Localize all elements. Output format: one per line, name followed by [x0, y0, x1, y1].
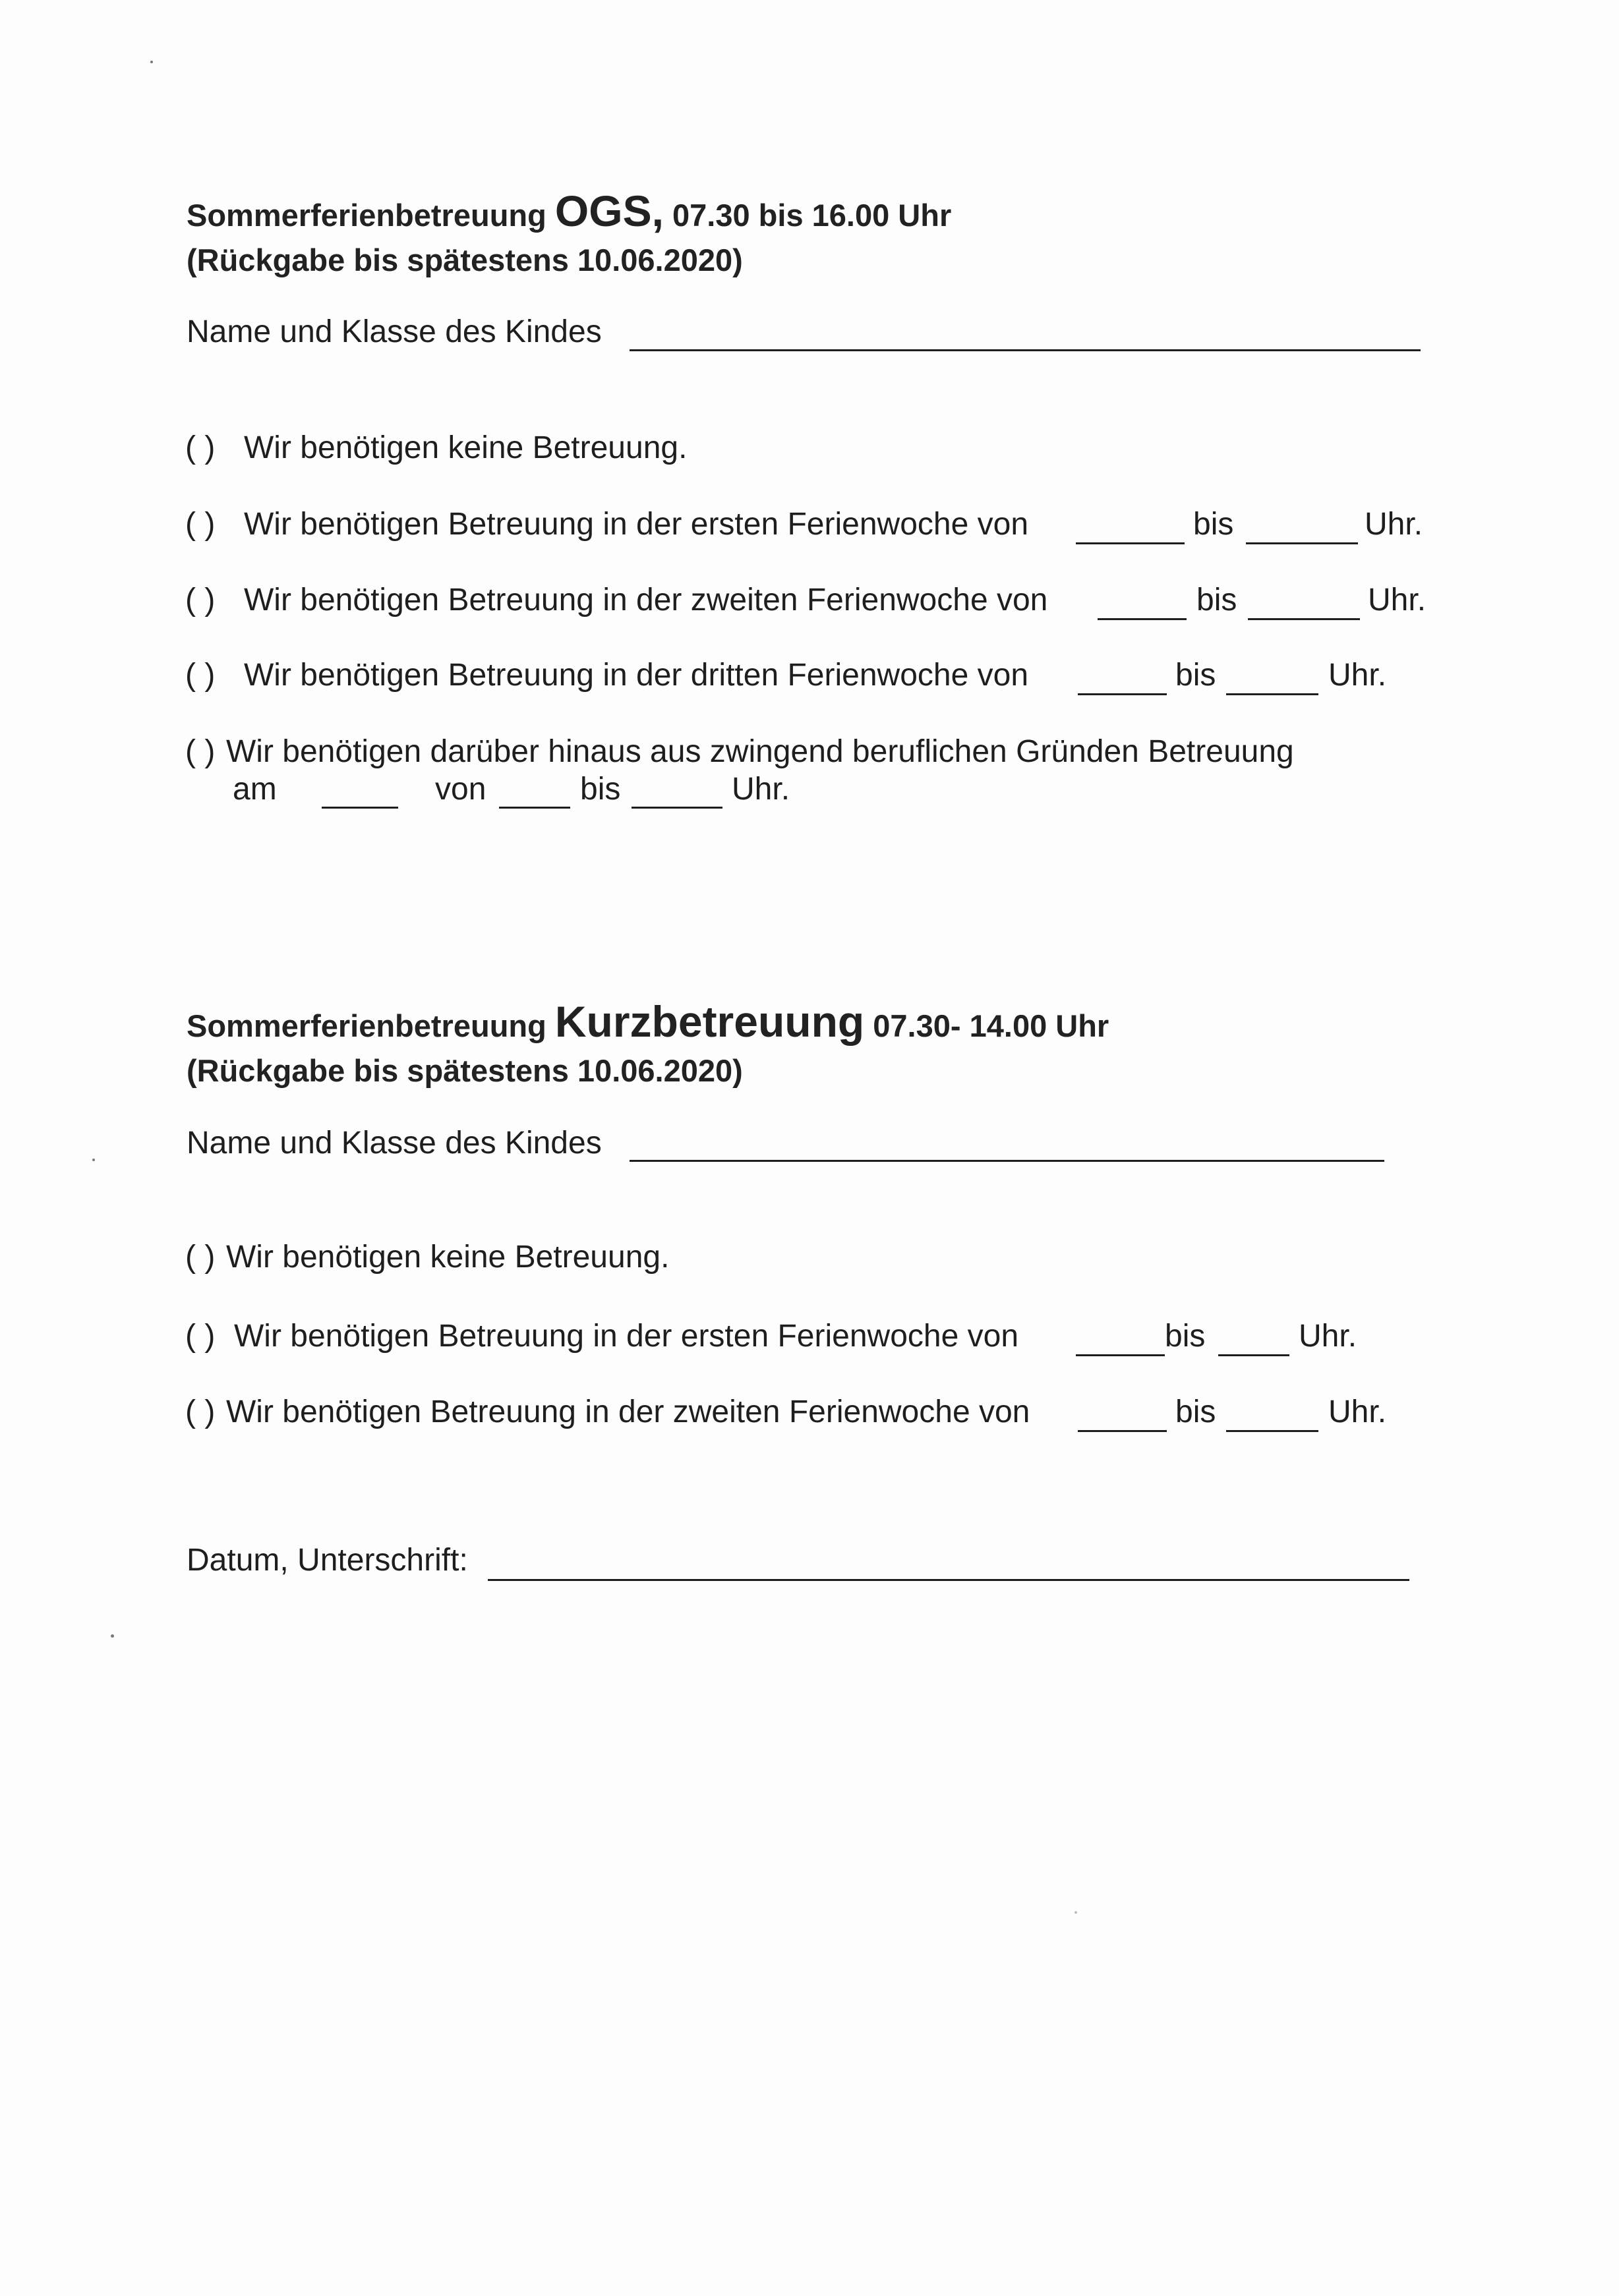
signature-label: Datum, Unterschrift:: [187, 1543, 468, 1578]
ogs-week2-uhr: Uhr.: [1368, 583, 1427, 617]
ogs-week3-to-field[interactable]: [1226, 693, 1318, 695]
kurz-option-none-checkbox[interactable]: ( ): [185, 1240, 216, 1275]
kurz-option-week2-text: Wir benötigen Betreuung in der zweiten Ferienwoche von: [226, 1394, 1030, 1429]
kurz-week2-to-field[interactable]: [1226, 1430, 1318, 1432]
kurz-week1-to-field[interactable]: [1218, 1354, 1289, 1356]
ogs-option-week1-checkbox[interactable]: ( ): [185, 507, 216, 542]
ogs-option-week2-text: Wir benötigen Betreuung in der zweiten Ferienwoche von: [244, 583, 1048, 617]
ogs-week3-bis: bis: [1175, 658, 1216, 693]
ogs-week3-from-field[interactable]: [1078, 693, 1167, 695]
scan-speck: [92, 1159, 95, 1161]
ogs-week3-uhr: Uhr.: [1328, 658, 1387, 693]
scan-speck: [150, 61, 153, 63]
ogs-name-field[interactable]: [630, 349, 1421, 351]
kurz-title-time: 07.30- 14.00 Uhr: [873, 1008, 1109, 1043]
ogs-week2-to-field[interactable]: [1248, 618, 1360, 620]
ogs-option-week2-checkbox[interactable]: ( ): [185, 583, 216, 617]
kurz-title-name: Kurzbetreuung: [554, 997, 865, 1046]
ogs-extra-to-field[interactable]: [632, 807, 722, 809]
ogs-option-none-text: Wir benötigen keine Betreuung.: [244, 430, 688, 465]
ogs-option-week3-checkbox[interactable]: ( ): [185, 658, 216, 693]
ogs-option-none-checkbox[interactable]: ( ): [185, 430, 216, 465]
ogs-title: [187, 186, 951, 236]
kurz-week1-from-field[interactable]: [1076, 1354, 1165, 1356]
ogs-name-label: Name und Klasse des Kindes: [187, 314, 602, 349]
kurz-week2-from-field[interactable]: [1078, 1430, 1167, 1432]
ogs-week1-uhr: Uhr.: [1365, 507, 1423, 542]
ogs-option-extra-text: Wir benötigen darüber hinaus aus zwingend beruflichen Gründen Betreuung: [226, 734, 1294, 769]
ogs-week1-to-field[interactable]: [1246, 542, 1358, 544]
kurz-week2-uhr: Uhr.: [1328, 1394, 1387, 1429]
kurz-deadline: (Rückgabe bis spätestens 10.06.2020): [187, 1053, 743, 1088]
kurz-title-prefix: Sommerferienbetreuung: [187, 1008, 546, 1043]
kurz-option-none-text: Wir benötigen keine Betreuung.: [226, 1240, 670, 1275]
kurz-option-week1-checkbox[interactable]: ( ): [185, 1319, 216, 1354]
ogs-extra-von: von: [435, 772, 486, 807]
kurz-week1-bis: bis: [1165, 1319, 1206, 1354]
scan-speck: [1074, 1911, 1077, 1914]
ogs-extra-bis: bis: [580, 772, 621, 807]
kurz-option-week2-checkbox[interactable]: ( ): [185, 1394, 216, 1429]
kurz-title: [187, 996, 1109, 1047]
kurz-week2-bis: bis: [1175, 1394, 1216, 1429]
kurz-name-label: Name und Klasse des Kindes: [187, 1126, 602, 1161]
ogs-option-week3-text: Wir benötigen Betreuung in der dritten Ferienwoche von: [244, 658, 1029, 693]
ogs-extra-from-field[interactable]: [499, 807, 570, 809]
ogs-week2-bis: bis: [1196, 583, 1237, 617]
ogs-extra-am: am: [233, 772, 277, 807]
ogs-option-extra-checkbox[interactable]: ( ): [185, 734, 216, 769]
ogs-option-week1-text: Wir benötigen Betreuung in der ersten Ferienwoche von: [244, 507, 1029, 542]
kurz-option-week1-text: Wir benötigen Betreuung in der ersten Ferienwoche von: [234, 1319, 1019, 1354]
ogs-week1-from-field[interactable]: [1076, 542, 1185, 544]
ogs-week1-bis: bis: [1193, 507, 1234, 542]
ogs-deadline: (Rückgabe bis spätestens 10.06.2020): [187, 243, 743, 277]
kurz-name-field[interactable]: [630, 1160, 1384, 1162]
ogs-extra-uhr: Uhr.: [732, 772, 790, 807]
ogs-title-prefix: Sommerferienbetreuung: [187, 198, 546, 233]
ogs-title-name: OGS,: [554, 187, 664, 235]
ogs-extra-date-field[interactable]: [322, 807, 398, 809]
signature-field[interactable]: [488, 1579, 1409, 1581]
scan-speck: [111, 1634, 114, 1638]
ogs-week2-from-field[interactable]: [1098, 618, 1187, 620]
kurz-week1-uhr: Uhr.: [1299, 1319, 1357, 1354]
ogs-title-time: 07.30 bis 16.00 Uhr: [672, 198, 952, 233]
